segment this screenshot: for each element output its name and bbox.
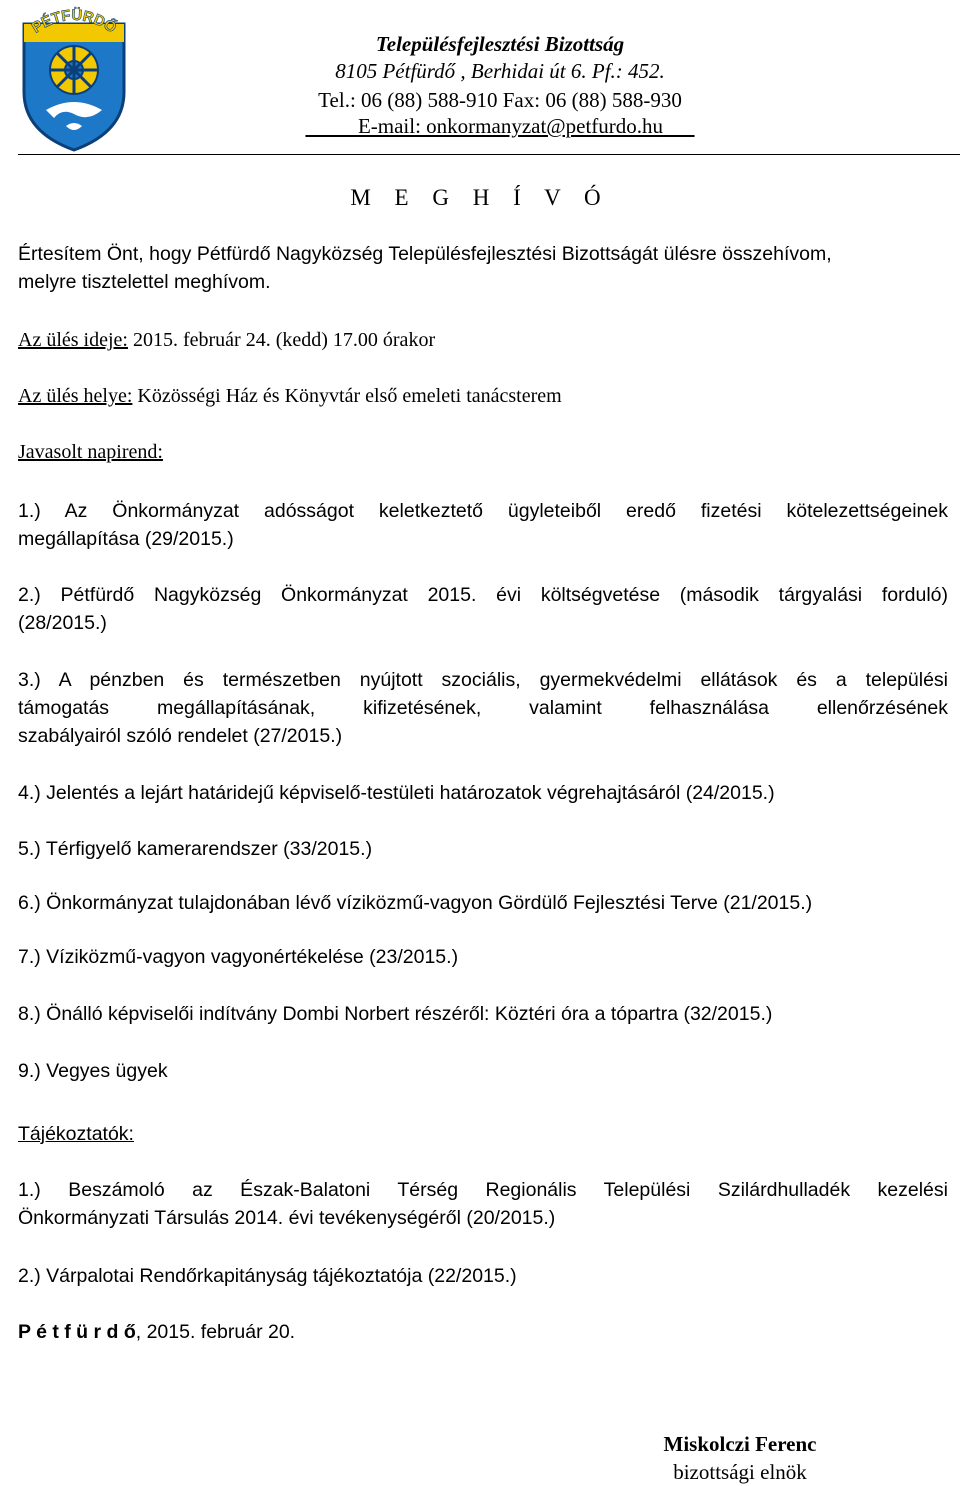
- document-title: M E G H Í V Ó: [350, 185, 610, 210]
- agenda-heading: [18, 438, 948, 466]
- meeting-place-label: Az ülés helye:: [18, 385, 133, 407]
- info-heading-text: Tájékoztatók:: [18, 1123, 134, 1145]
- meeting-time-label: Az ülés ideje:: [18, 329, 128, 351]
- org-phone-fax: Tel.: 06 (88) 588-910 Fax: 06 (88) 588-930: [318, 88, 682, 112]
- meeting-time-value: 2015. február 24. (kedd) 17.00 órakor: [127, 329, 436, 351]
- agenda-item-3-line-2: támogatás megállapításának, kifizetésének, valamint felhasználása ellenőrzésének: [18, 697, 948, 719]
- municipal-crest-logo: [18, 2, 130, 152]
- intro-line-2: melyre tisztelettel meghívom.: [18, 271, 271, 293]
- agenda-item-7: 7.) Víziközmű-vagyon vagyonértékelése (23/2015.): [18, 946, 459, 968]
- signature-role: bizottsági elnök: [673, 1460, 807, 1484]
- crest-text: PÉTFÜRDŐ: [28, 6, 120, 37]
- info-item-2: 2.) Várpalotai Rendőrkapitányság tájékoztatója (22/2015.): [18, 1265, 517, 1287]
- agenda-item-9: 9.) Vegyes ügyek: [18, 1060, 168, 1082]
- org-email-text: E-mail: onkormanyzat@petfurdo.hu: [357, 114, 664, 138]
- signature-name: Miskolczi Ferenc: [663, 1432, 817, 1456]
- agenda-item-4: 4.) Jelentés a lejárt határidejű képviselő-testületi határozatok végrehajtásáról (24/2015.): [18, 782, 775, 804]
- agenda-item-3-line-3: szabályairól szóló rendelet (27/2015.): [18, 725, 343, 747]
- meeting-time: [18, 326, 948, 354]
- meeting-place-value: Közösségi Ház és Könyvtár első emeleti tanácsterem: [132, 385, 562, 407]
- org-name: Településfejlesztési Bizottság: [375, 32, 625, 56]
- info-item-1-line-1: 1.) Beszámoló az Észak-Balatoni Térség Regionális Települési Szilárdhulladék kezelési: [18, 1179, 948, 1201]
- meeting-place: [18, 382, 948, 410]
- agenda-item-2-line-2: (28/2015.): [18, 612, 107, 634]
- info-item-1-line-2: Önkormányzati Társulás 2014. évi tevékenységéről (20/2015.): [18, 1207, 556, 1229]
- intro-line-1: Értesítem Önt, hogy Pétfürdő Nagyközség Településfejlesztési Bizottságát ülésre összehívom,: [18, 243, 832, 265]
- agenda-item-1-line-1: 1.) Az Önkormányzat adósságot keletkeztető ügyleteiből eredő fizetési kötelezettségeinek: [18, 500, 948, 522]
- agenda-item-6: 6.) Önkormányzat tulajdonában lévő víziközmű-vagyon Gördülő Fejlesztési Terve (21/2015.): [18, 892, 813, 914]
- agenda-item-5: 5.) Térfigyelő kamerarendszer (33/2015.): [18, 838, 373, 860]
- place-name: P é t f ü r d ő: [18, 1321, 136, 1343]
- agenda-item-1-line-2: megállapítása (29/2015.): [18, 528, 234, 550]
- date-text: , 2015. február 20.: [135, 1321, 296, 1343]
- agenda-item-3-line-1: 3.) A pénzben és természetben nyújtott szociális, gyermekvédelmi ellátások és a települési: [18, 669, 948, 691]
- org-address: 8105 Pétfürdő , Berhidai út 6. Pf.: 452.: [335, 59, 665, 83]
- header-rule: [18, 154, 960, 155]
- agenda-heading-text: Javasolt napirend:: [18, 441, 163, 463]
- info-heading: [18, 1120, 948, 1148]
- org-email: [180, 112, 820, 140]
- place-date: [18, 1318, 948, 1346]
- agenda-item-8: 8.) Önálló képviselői indítvány Dombi Norbert részéről: Köztéri óra a tópartra (32/2015.): [18, 1003, 773, 1025]
- agenda-item-2-line-1: 2.) Pétfürdő Nagyközség Önkormányzat 2015. évi költségvetése (második tárgyalási forduló): [18, 584, 948, 606]
